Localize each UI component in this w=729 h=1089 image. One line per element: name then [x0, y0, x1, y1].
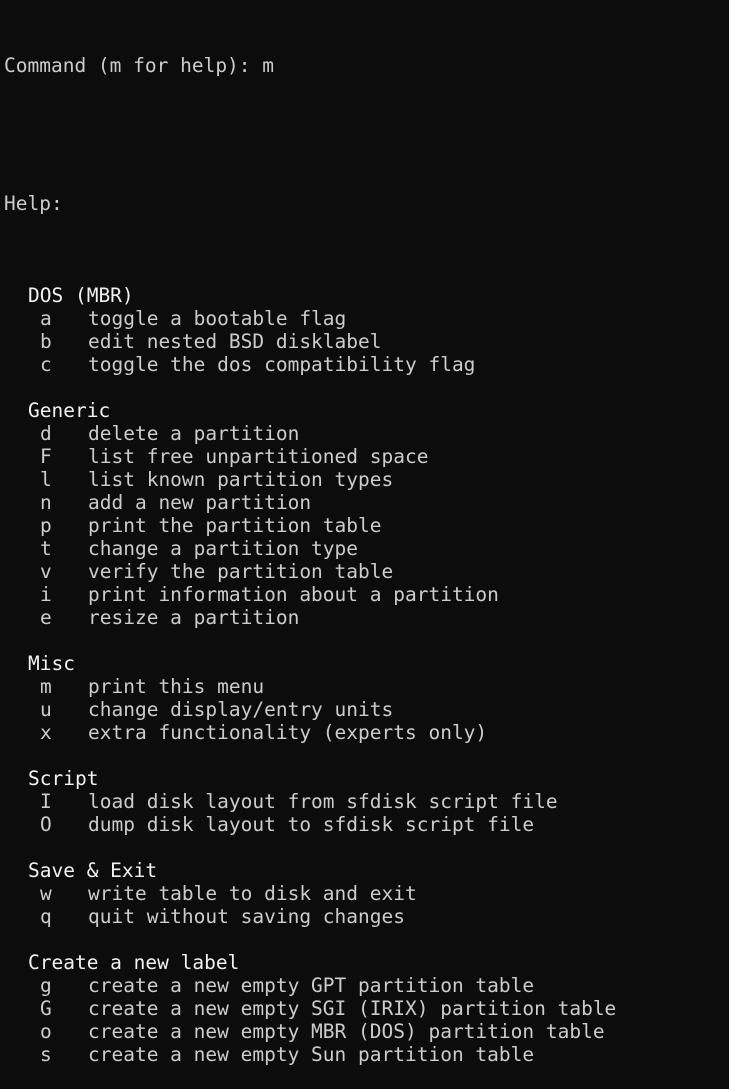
command-row: [4, 583, 729, 606]
command-key: x: [40, 721, 52, 744]
command-row: [4, 813, 729, 836]
command-key: l: [40, 468, 52, 491]
command-row: [4, 1043, 729, 1066]
command-description: change a partition type: [88, 537, 359, 560]
command-key: n: [40, 491, 52, 514]
command-row: [4, 1020, 729, 1043]
command-key: I: [40, 790, 52, 813]
section-title: DOS (MBR): [28, 284, 134, 307]
command-key: i: [40, 583, 52, 606]
command-description: create a new empty Sun partition table: [88, 1043, 535, 1066]
command-prompt-line: [4, 54, 729, 77]
command-key: d: [40, 422, 52, 445]
blank-line: [4, 836, 729, 859]
command-key: O: [40, 813, 52, 836]
command-row: [4, 537, 729, 560]
command-key: b: [40, 330, 52, 353]
command-description: toggle a bootable flag: [88, 307, 347, 330]
command-row: [4, 422, 729, 445]
command-row: [4, 882, 729, 905]
command-description: delete a partition: [88, 422, 300, 445]
command-key: o: [40, 1020, 52, 1043]
command-description: create a new empty SGI (IRIX) partition table: [88, 997, 617, 1020]
command-row: [4, 353, 729, 376]
command-key: a: [40, 307, 52, 330]
section-heading: [4, 951, 729, 974]
command-row: [4, 675, 729, 698]
command-description: resize a partition: [88, 606, 300, 629]
command-description: print the partition table: [88, 514, 382, 537]
command-description: change display/entry units: [88, 698, 394, 721]
command-row: [4, 905, 729, 928]
command-description: create a new empty GPT partition table: [88, 974, 535, 997]
section-heading: [4, 652, 729, 675]
prompt-text: Command (m for help):: [4, 54, 263, 77]
help-label-text: Help:: [4, 192, 63, 215]
command-key: m: [40, 675, 52, 698]
command-row: [4, 468, 729, 491]
command-description: add a new partition: [88, 491, 312, 514]
command-key: g: [40, 974, 52, 997]
command-description: print information about a partition: [88, 583, 499, 606]
command-key: w: [40, 882, 52, 905]
prompt-input: m: [262, 54, 275, 77]
section-title: Generic: [28, 399, 111, 422]
command-row: [4, 790, 729, 813]
command-key: q: [40, 905, 52, 928]
command-key: p: [40, 514, 52, 537]
command-row: [4, 491, 729, 514]
section-title: Script: [28, 767, 99, 790]
command-row: [4, 445, 729, 468]
blank-line: [4, 629, 729, 652]
command-key: u: [40, 698, 52, 721]
command-description: list known partition types: [88, 468, 394, 491]
section-title: Misc: [28, 652, 75, 675]
blank-line: [4, 123, 729, 146]
command-row: [4, 606, 729, 629]
command-description: verify the partition table: [88, 560, 394, 583]
command-key: t: [40, 537, 52, 560]
command-row: [4, 997, 729, 1020]
command-description: list free unpartitioned space: [88, 445, 429, 468]
command-description: print this menu: [88, 675, 265, 698]
command-key: G: [40, 997, 52, 1020]
help-label: [4, 192, 729, 215]
section-heading: [4, 859, 729, 882]
blank-line: [4, 261, 729, 284]
command-key: F: [40, 445, 52, 468]
command-description: toggle the dos compatibility flag: [88, 353, 476, 376]
command-row: [4, 307, 729, 330]
command-description: extra functionality (experts only): [88, 721, 488, 744]
section-heading: [4, 399, 729, 422]
command-key: s: [40, 1043, 52, 1066]
blank-line: [4, 928, 729, 951]
command-key: v: [40, 560, 52, 583]
command-description: write table to disk and exit: [88, 882, 417, 905]
blank-line: [4, 744, 729, 767]
command-row: [4, 698, 729, 721]
command-description: load disk layout from sfdisk script file: [88, 790, 558, 813]
section-heading: [4, 767, 729, 790]
command-row: [4, 974, 729, 997]
command-key: c: [40, 353, 52, 376]
command-description: quit without saving changes: [88, 905, 405, 928]
section-title: Save & Exit: [28, 859, 158, 882]
command-description: create a new empty MBR (DOS) partition table: [88, 1020, 605, 1043]
command-row: [4, 560, 729, 583]
command-description: dump disk layout to sfdisk script file: [88, 813, 535, 836]
command-row: [4, 721, 729, 744]
command-row: [4, 330, 729, 353]
help-sections: [4, 261, 729, 1066]
section-title: Create a new label: [28, 951, 240, 974]
command-key: e: [40, 606, 52, 629]
command-description: edit nested BSD disklabel: [88, 330, 382, 353]
section-heading: [4, 284, 729, 307]
command-row: [4, 514, 729, 537]
blank-line: [4, 376, 729, 399]
